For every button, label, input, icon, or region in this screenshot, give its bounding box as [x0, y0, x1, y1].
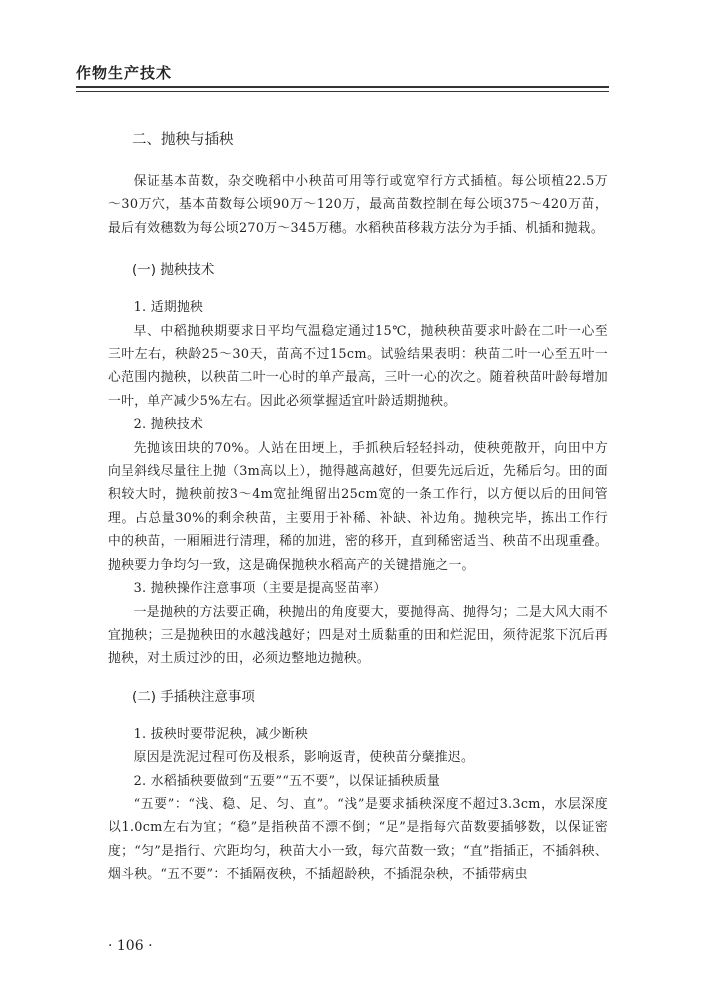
- subsection-heading-1: (一) 抛秧技术: [132, 262, 215, 279]
- item-text-2-1: 原因是洗泥过程可伤及根系，影响返青，使秧苗分蘖推迟。: [133, 750, 475, 766]
- item-title-1-2: 2. 抛秧技术: [133, 417, 204, 433]
- item-text-1-3: 一是抛秧的方法要正确，秧抛出的角度要大，要抛得高、抛得匀；二是大风大雨不宜抛秧；三是抛秧田的水越浅越好；四是对土质黏重的田和烂泥田，须待泥浆下沉后再抛秧，对土质过沙的田，必须边整地边抛秧。: [108, 604, 608, 667]
- running-header: 作物生产技术: [76, 64, 173, 82]
- item-title-2-2: 2. 水稻插秧要做到“五要”“五不要”，以保证插秧质量: [133, 773, 441, 789]
- item-title-2-1: 1. 拔秧时要带泥秧，减少断秧: [133, 726, 308, 742]
- page-number: · 106 ·: [108, 938, 153, 954]
- header-rule-thin: [76, 91, 609, 92]
- page-body: [108, 128, 608, 887]
- item-text-1-1: 早、中稻抛秧期要求日平均气温稳定通过15℃，抛秧秧苗要求叶龄在二叶一心至三叶左右，秧龄25～30天，苗高不过15cm。试验结果表明：秧苗二叶一心至五叶一心范围内抛秧，以秧苗二叶一心时的单产最高，三叶一心的次之。随着秧苗叶龄每增加一叶，单产减少5%左右。因此必须掌握适宜叶龄适期抛秧。: [108, 323, 608, 409]
- item-title-1-1: 1. 适期抛秧: [133, 300, 204, 316]
- item-text-2-2: “五要”：“浅、稳、足、匀、直”。“浅”是要求插秧深度不超过3.3cm，水层深度以1.0cm左右为宜；“稳”是指秧苗不漂不倒；“足”是指每穴苗数要插够数，以保证密度；“匀”是指行、穴距均匀，秧苗大小一致，每穴苗数一致；“直”指插正，不插斜秧、烟斗秧。“五不要”：不插隔夜秧，不插超龄秧，不插混杂秧，不插带病虫: [108, 796, 608, 883]
- subsection-heading-2: (二) 手插秧注意事项: [132, 688, 255, 705]
- item-text-1-2: 先抛该田块的70%。人站在田埂上，手抓秧后轻轻抖动，使秧蔸散开，向田中方向呈斜线尽量往上抛（3m高以上），抛得越高越好，但要先远后近，先稀后匀。田的面积较大时，抛秧前按3～4m宽扯绳留出25cm宽的一条工作行，以方便以后的田间管理。占总量30%的剩余秧苗，主要用于补稀、补缺、补边角。抛秧完毕，拣出工作行中的秧苗，一厢厢进行清理，稀的加进，密的移开，直到稀密适当、秧苗不出现重叠。抛秧要力争均匀一致，这是确保抛秧水稻高产的关键措施之一。: [108, 440, 608, 573]
- item-title-1-3: 3. 抛秧操作注意事项（主要是提高竖苗率）: [133, 581, 387, 597]
- section-heading: 二、抛秧与插秧: [132, 132, 234, 148]
- header-rule-thick: [76, 86, 609, 88]
- section-intro: 保证基本苗数，杂交晚稻中小秧苗可用等行或宽窄行方式插植。每公顷植22.5万～30万穴，基本苗数每公顷90万～120万，最高苗数控制在每公顷375～420万苗，最后有效穗数为每公顷270万～345万穗。水稻秧苗移栽方法分为手插、机插和抛栽。: [108, 174, 608, 236]
